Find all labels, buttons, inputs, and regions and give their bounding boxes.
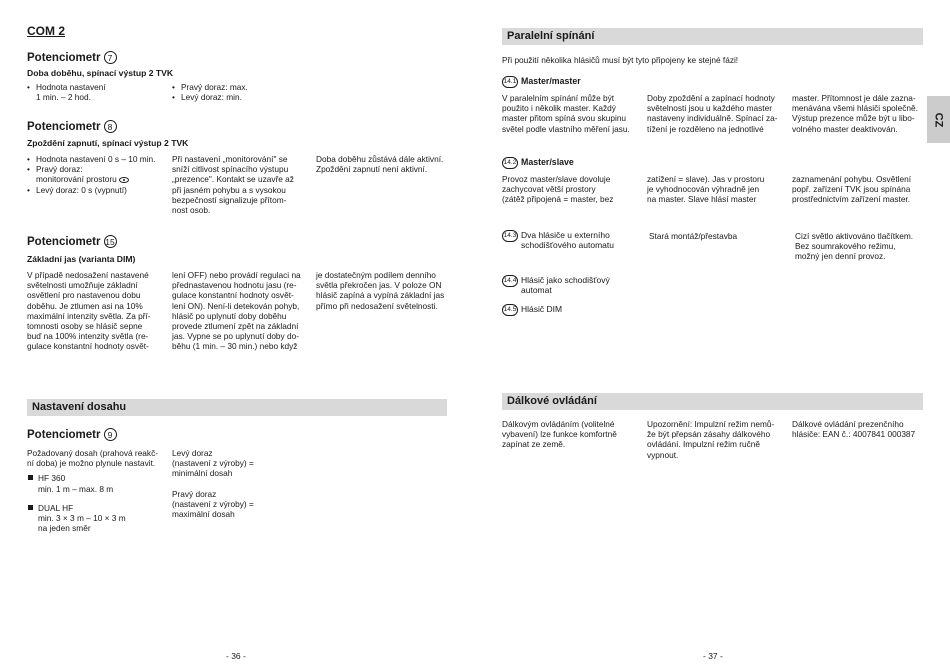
remote-col2 <box>647 419 787 460</box>
paragraph: Upozornění: Impulzní režim nemů- že být přepsán zásahy dálkového ovládání. Impulzní režim ručně vypnout. <box>647 419 775 460</box>
item-number-badge: 14.5 <box>502 304 518 316</box>
s142-col2 <box>647 174 787 205</box>
paragraph: Provoz master/slave dovoluje zachycovat větší prostory (zátěž připojená = master, bez <box>502 174 614 205</box>
paragraph: lení OFF) nebo provádí regulaci na přednastavenou hodnotu jasu (re- gulace konstantní hodnoty osvět- lení ON). Není-li detekován pohyb, hlásič po uplynutí doby doběhu provede ztlumení zpět na základní jas. Vypne se po uplynutí doby do- běhu (1 min. – 30 min.) nebo když <box>172 270 301 352</box>
s142-col1 <box>502 174 642 205</box>
paragraph: V případě nedosažení nastavené světelnosti umožňuje základní osvětlení pro nastavenou dobu doběhu. Je ztlumen asi na 10% maximální intenzity světla. Za pří- tomnosti osoby se hlásič sepne buď na 100% intenzity světla (re- gulace konstantní hodnoty osvět- <box>27 270 151 352</box>
heading-label: Potenciometr <box>27 51 101 64</box>
heading-label: Potenciometr <box>27 428 101 441</box>
paragraph: Doba doběhu zůstává dále aktivní. Zpoždění zapnutí není aktivní. <box>316 154 444 175</box>
list-item: • Hodnota nastavení 1 min. – 2 hod. <box>27 82 167 102</box>
paragraph: zaznamenání pohybu. Osvětlení popř. zařízení TVK jsou spínána prostřednictvím zařízení master. <box>792 174 911 205</box>
paragraph: je dostatečným podílem denního světla překročen jas. V poloze ON hlásič zapíná a vypíná základní jas přímo při nedosažení světelnosti. <box>316 270 445 311</box>
item-14-4 <box>502 275 610 295</box>
list-item: HF 360 min. 1 m – max. 8 m <box>27 473 169 493</box>
heading-label: Potenciometr <box>27 235 101 248</box>
pot8-col1 <box>27 154 169 195</box>
pot9-col2 <box>172 448 312 519</box>
item-14-1 <box>502 76 581 88</box>
paragraph: zatížení = slave). Jas v prostoru je vyhodnocován výhradně jen na master. Slave hlásí master <box>647 174 765 205</box>
s141-col2 <box>647 93 787 134</box>
paragraph: Požadovaný dosah (prahová reakč- ní doba) je možno plynule nastavit. <box>27 448 158 469</box>
s141-col1 <box>502 93 642 134</box>
paragraph: V paralelním spínání může být použito i několik master. Každý master přitom spíná svou skupinu světel podle vlastního měření jasu. <box>502 93 630 134</box>
paragraph: Dálkové ovládání prezenčního hlásiče: EAN č.: 4007841 000387 <box>792 419 916 440</box>
pot15-col1 <box>27 270 169 352</box>
section-header-remote: Dálkové ovládání <box>502 393 923 410</box>
pot7-col1 <box>27 82 167 102</box>
language-tab-label: CZ <box>932 112 945 127</box>
pot8-col3 <box>316 154 451 174</box>
item-number-badge: 14.2 <box>502 157 518 169</box>
paragraph: Levý doraz (nastavení z výroby) = minimální dosah <box>172 448 254 479</box>
list-item: • Pravý doraz: monitorování prostoru <box>27 164 169 184</box>
subheading-switch-on-delay: Zpoždění zapnutí, spínací výstup 2 TVK <box>27 138 189 148</box>
subheading-run-on-time: Doba doběhu, spínací výstup 2 TVK <box>27 68 174 78</box>
item-number-badge: 14.4 <box>502 275 518 287</box>
heading-potentiometer-7 <box>27 51 117 64</box>
heading-potentiometer-8 <box>27 120 117 133</box>
item-label: Master/slave <box>521 157 574 167</box>
pot15-col3 <box>316 270 451 311</box>
section-title-com2: COM 2 <box>27 24 66 38</box>
page-number-left: - 36 - <box>226 651 246 661</box>
s143-col2 <box>649 231 789 241</box>
item-14-3 <box>502 230 614 250</box>
list-item: • Levý doraz: min. <box>172 92 312 102</box>
paragraph: Při nastavení „monitorování" se sníží citlivost spínacího výstupu „prezence". Kontakt se uzavře až při jasném pohybu a s vysokou bezpečností signalizuje přítom- nost osob. <box>172 154 294 216</box>
circled-number: 15 <box>105 236 115 247</box>
heading-potentiometer-9 <box>27 428 117 441</box>
paragraph: Doby zpoždění a zapínací hodnoty světelnosti jsou u každého master nastaveny individuálně. Spínací za- tížení je rozděleno na jednotlivé <box>647 93 778 134</box>
circled-number: 8 <box>104 120 117 133</box>
circled-number: 7 <box>104 51 117 64</box>
section-header-parallel: Paralelní spínání <box>502 28 923 45</box>
item-label: Hlásič jako schodišťový automat <box>521 275 610 296</box>
s143-col3 <box>795 231 927 262</box>
paragraph: master. Přítomnost je dále zazna- menávána všemi hlásiči společně. Výstup prezence může být u libo- volného master deaktivován. <box>792 93 918 134</box>
remote-col1 <box>502 419 642 450</box>
paragraph: Dálkovým ovládáním (volitelné vybavení) lze funkce komfortně zapínat ze země. <box>502 419 617 450</box>
item-14-5 <box>502 304 562 316</box>
language-tab <box>927 96 950 143</box>
s142-col3 <box>792 174 927 205</box>
pot9-col1 <box>27 448 169 542</box>
list-item: • Pravý doraz: max. <box>172 82 312 92</box>
page-number-right: - 37 - <box>703 651 723 661</box>
subheading-base-brightness: Základní jas (varianta DIM) <box>27 254 136 264</box>
paragraph: Cizí světlo aktivováno tlačítkem. Bez soumrakového režimu, možný jen denní provoz. <box>795 231 914 262</box>
list-item: • Hodnota nastavení 0 s – 10 min. <box>27 154 169 164</box>
paragraph: Pravý doraz (nastavení z výroby) = maximální dosah <box>172 488 254 520</box>
paragraph: Stará montáž/přestavba <box>649 231 738 241</box>
heading-label: Potenciometr <box>27 120 101 133</box>
pot8-col2 <box>172 154 312 215</box>
pot15-col2 <box>172 270 312 352</box>
eye-icon <box>119 177 129 183</box>
item-14-2 <box>502 157 574 169</box>
item-label: Hlásič DIM <box>521 304 563 314</box>
pot7-col2 <box>172 82 312 102</box>
item-label: Dva hlásiče u externího schodišťového automatu <box>521 230 614 251</box>
section-header-range: Nastavení dosahu <box>27 399 447 416</box>
list-item: DUAL HF min. 3 × 3 m – 10 × 3 m na jeden směr <box>27 503 169 534</box>
item-number-badge: 14.1 <box>502 76 518 88</box>
remote-col3 <box>792 419 927 439</box>
parallel-intro: Při použití několika hlásičů musí být tyto připojeny ke stejné fázi! <box>502 55 739 65</box>
s141-col3 <box>792 93 927 134</box>
item-label: Master/master <box>521 76 581 86</box>
circled-number: 9 <box>104 428 117 441</box>
list-item: • Levý doraz: 0 s (vypnutí) <box>27 185 169 195</box>
item-number-badge: 14.3 <box>502 230 518 242</box>
heading-potentiometer-15 <box>27 235 117 248</box>
